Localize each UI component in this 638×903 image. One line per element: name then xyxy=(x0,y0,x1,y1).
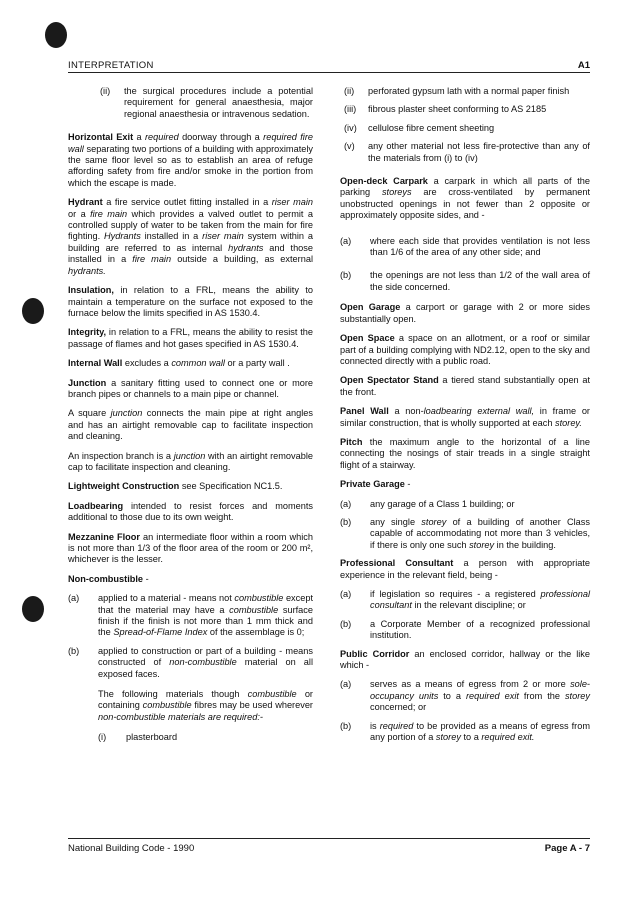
definition-open-deck-carpark: Open-deck Carpark a carpark in which all parts of the parking storeys are cross-ventilated by permanent unobstructed openings in not fewer than 2 opposite or approximately opposite sides, and - xyxy=(340,176,591,221)
page-header xyxy=(68,58,590,73)
definition-public-corridor: Public Corridor an enclosed corridor, hallway or the like which - xyxy=(340,648,591,671)
junction-inspection-branch: An inspection branch is a junction with an airtight removable cap to facilitate inspection and cleaning. xyxy=(68,450,313,472)
section-title: INTERPRETATION xyxy=(68,60,154,71)
definition-panel-wall: Panel Wall a non-loadbearing external wall, in frame or similar construction, that is wholly supported at each storey. xyxy=(340,406,590,428)
list-item: (b) applied to construction or part of a building - means constructed of non-combustible material on all exposed faces. The following materials though combustible or containing combustible fibres may be used wherever non-combustible materials are required:- (i) plasterboard xyxy=(68,645,314,743)
definition-junction: Junction a sanitary fitting used to connect one or more branch pipes or channels to a main pipe or channel. xyxy=(68,377,313,399)
list-item: (iv) cellulose fibre cement sheeting xyxy=(344,122,495,133)
list-item: (b) a Corporate Member of a recognized professional institution. xyxy=(340,618,590,641)
list-item: (b) the openings are not less than 1/2 of the wall area of the side concerned. xyxy=(340,270,590,292)
definition-professional-consultant: Professional Consultant a person with appropriate experience in the relevant field, being - xyxy=(340,558,591,580)
definition-internal-wall: Internal Wall excludes a common wall or a party wall . xyxy=(68,358,290,369)
list-item: (ii) the surgical procedures include a potential requirement for general anaesthesia, major regional anaesthesia or intravenous sedation. xyxy=(100,86,313,119)
list-item: (a) where each side that provides ventilation is not less than 1/6 of the area of any other side; and xyxy=(340,235,590,258)
definition-horizontal-exit: Horizontal Exit a required doorway through a required fire wall separating two portions of a building with approximately the same floor level so as to establish an area of refuge affording safety from fire and/or smoke in the portion from which the escape is made. xyxy=(68,132,313,188)
page-footer xyxy=(68,838,590,853)
definition-open-garage: Open Garage a carport or garage with 2 or more sides substantially open. xyxy=(340,302,591,324)
right-column xyxy=(340,86,590,750)
list-item: (a) applied to a material - means not combustible except that the material may have a combustible surface finish if the finish is not more than 1 mm thick and the Spread-of-Flame Index of the assemblage is 0; xyxy=(68,593,314,638)
punch-hole-middle xyxy=(22,298,44,324)
list-item: (a) serves as a means of egress from 2 or more sole-occupancy units to a required exit from the storey concerned; or xyxy=(340,679,590,713)
section-code: A1 xyxy=(577,60,590,71)
list-item: (v) any other material not less fire-protective than any of the materials from (i) to (iv) xyxy=(344,141,590,163)
list-item: (a) any garage of a Class 1 building; or xyxy=(340,498,515,509)
definition-pitch: Pitch the maximum angle to the horizontal of a line connecting the nosings of stair treads in a single straight flight of a stairway. xyxy=(340,436,590,470)
document-title: National Building Code - 1990 xyxy=(68,843,195,854)
definition-lightweight-construction: Lightweight Construction see Specification NC1.5. xyxy=(68,481,283,492)
definition-mezzanine-floor: Mezzanine Floor an intermediate floor within a room which is not more than 1/3 of the floor area of the room or 200 m², whichever is the lesser. xyxy=(68,531,313,565)
punch-hole-top xyxy=(45,22,67,48)
left-column xyxy=(68,86,313,751)
list-item: (iii) fibrous plaster sheet conforming to AS 2185 xyxy=(344,104,547,115)
definition-hydrant: Hydrant a fire service outlet fitting installed in a riser main or a fire main which provides a valved outlet to permit a controlled supply of water to be taken from the main for fire fighting. Hydrants installed in a riser main system within a building are referred to as internal hydrants and those installed in a fire main outside a building, as external hydrants. xyxy=(68,197,313,276)
definition-loadbearing: Loadbearing intended to resist forces and moments additional to those due to its own weight. xyxy=(68,500,313,523)
definition-non-combustible: Non-combustible - xyxy=(68,573,149,584)
definition-insulation: Insulation, in relation to a FRL, means the ability to maintain a temperature on the surface not exposed to the furnace below the limits specified in AS 1530.4. xyxy=(68,285,313,318)
list-item: (ii) perforated gypsum lath with a normal paper finish xyxy=(344,86,570,96)
list-item: (a) if legislation so requires - a registered professional consultant in the relevant discipline; or xyxy=(340,589,590,611)
page-number: Page A - 7 xyxy=(544,843,590,854)
definition-open-spectator-stand: Open Spectator Stand a tiered stand substantially open at the front. xyxy=(340,375,591,397)
punch-hole-bottom xyxy=(22,596,44,622)
junction-square: A square junction connects the main pipe at right angles and has an airtight removable cap to facilitate inspection and cleaning. xyxy=(68,408,313,442)
definition-private-garage: Private Garage - xyxy=(340,479,411,490)
definition-open-space: Open Space a space on an allotment, or a roof or similar part of a building complying with ND2.12, open to the sky and connected directly with a public road. xyxy=(340,333,590,366)
list-item: (b) is required to be provided as a means of egress from any portion of a storey to a required exit. xyxy=(340,720,590,743)
list-item: (b) any single storey of a building of another Class capable of accommodating not more than 3 vehicles, if there is only one such storey in the building. xyxy=(340,516,590,550)
definition-integrity: Integrity, in relation to a FRL, means the ability to resist the passage of flames and hot gases specified in AS 1530.4. xyxy=(68,327,313,349)
